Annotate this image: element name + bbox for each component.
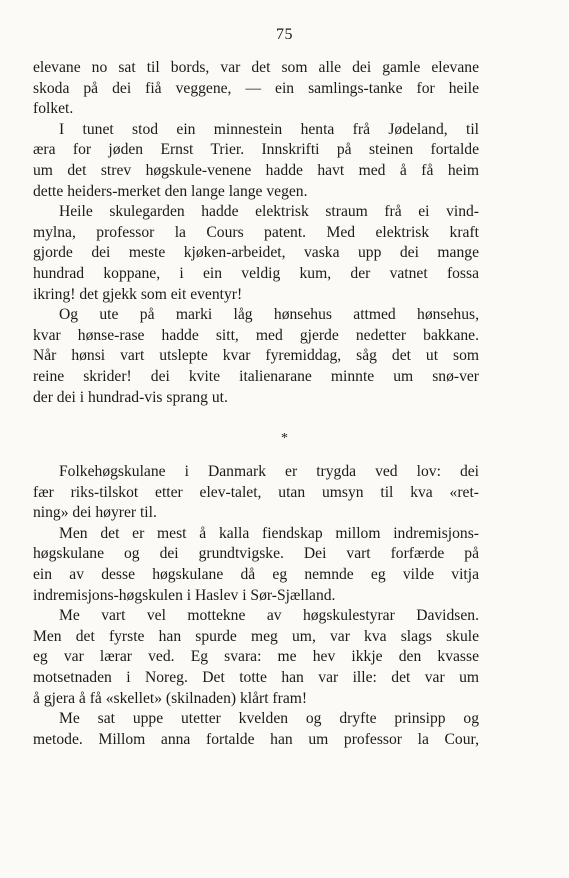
text-line: kvar hønse-rase hadde sitt, med gjerde nedetter bakkane. <box>33 326 479 344</box>
text-line: metode. Millom anna fortalde han um professor la Cour, <box>33 730 479 748</box>
text-line: I tunet stod ein minnestein henta frå Jødeland, til <box>59 120 479 138</box>
text-line: Heile skulegarden hadde elektrisk straum frå ei vind- <box>59 203 479 221</box>
text-line: dette heiders-merket den lange lange vegen. <box>33 182 308 200</box>
section-separator: * <box>281 431 288 446</box>
text-line: Folkehøgskulane i Danmark er trygda ved lov: dei <box>59 463 479 480</box>
text-line: å gjera å få «skellet» (skilnaden) klårt fram! <box>33 689 308 707</box>
text-line: Men det fyrste han spurde meg um, var kva slags skule <box>33 627 479 645</box>
text-line: æra for jøden Ernst Trier. Innskrifti på steinen fortalde <box>33 141 479 159</box>
text-line: mylna, professor la Cours patent. Med elektrisk kraft <box>33 223 479 241</box>
text-line: Me sat uppe utetter kvelden og dryfte prinsipp og <box>59 710 479 728</box>
text-line: reine skrider! dei kvite italienarane minnte um snø-ver <box>33 367 479 385</box>
text-line: fær riks-tilskot etter elev-talet, utan umsyn til kva «ret- <box>33 483 479 501</box>
text-line: Men det er mest å kalla fiendskap millom indremisjons- <box>59 524 479 542</box>
text-line: skoda på dei fiå veggene, — ein samlings-tanke for heile <box>33 79 479 97</box>
text-line: høgskulane og dei grundtvigske. Dei vart forfærde på <box>33 545 479 563</box>
text-line: ikring! det gjekk som eit eventyr! <box>33 285 243 303</box>
text-line: eg var lærar ved. Eg svara: me hev ikkje den kvasse <box>33 648 479 666</box>
text-line: gjorde dei meste kjøken-arbeidet, vaska upp dei mange <box>33 244 479 262</box>
text-line: folket. <box>33 100 74 118</box>
text-line: ein av desse høgskulane då eg nemnde eg vilde vitja <box>33 565 479 583</box>
text-line: Når hønsi vart utslepte kvar fyremiddag, såg det ut som <box>33 347 479 365</box>
text-line: der dei i hundrad-vis sprang ut. <box>33 388 228 406</box>
text-line: indremisjons-høgskulen i Haslev i Sør-Sjælland. <box>33 586 336 604</box>
text-line: ning» dei høyrer til. <box>33 504 157 522</box>
text-line: um det strev høgskule-venene hadde havt med å få heim <box>33 161 479 179</box>
text-line: Og ute på marki låg hønsehus attmed hønsehus, <box>59 306 479 324</box>
page-number: 75 <box>276 26 293 43</box>
text-block-lower <box>33 462 479 750</box>
text-line: Me vart vel mottekne av høgskulestyrar Davidsen. <box>59 607 479 625</box>
text-line: elevane no sat til bords, var det som alle dei gamle elevane <box>33 59 479 76</box>
text-line: hundrad koppane, i ein veldig kum, der vatnet fossa <box>33 264 479 282</box>
text-line: motsetnaden i Noreg. Det totte han var ille: det var um <box>33 668 479 686</box>
text-block-upper <box>33 58 479 408</box>
